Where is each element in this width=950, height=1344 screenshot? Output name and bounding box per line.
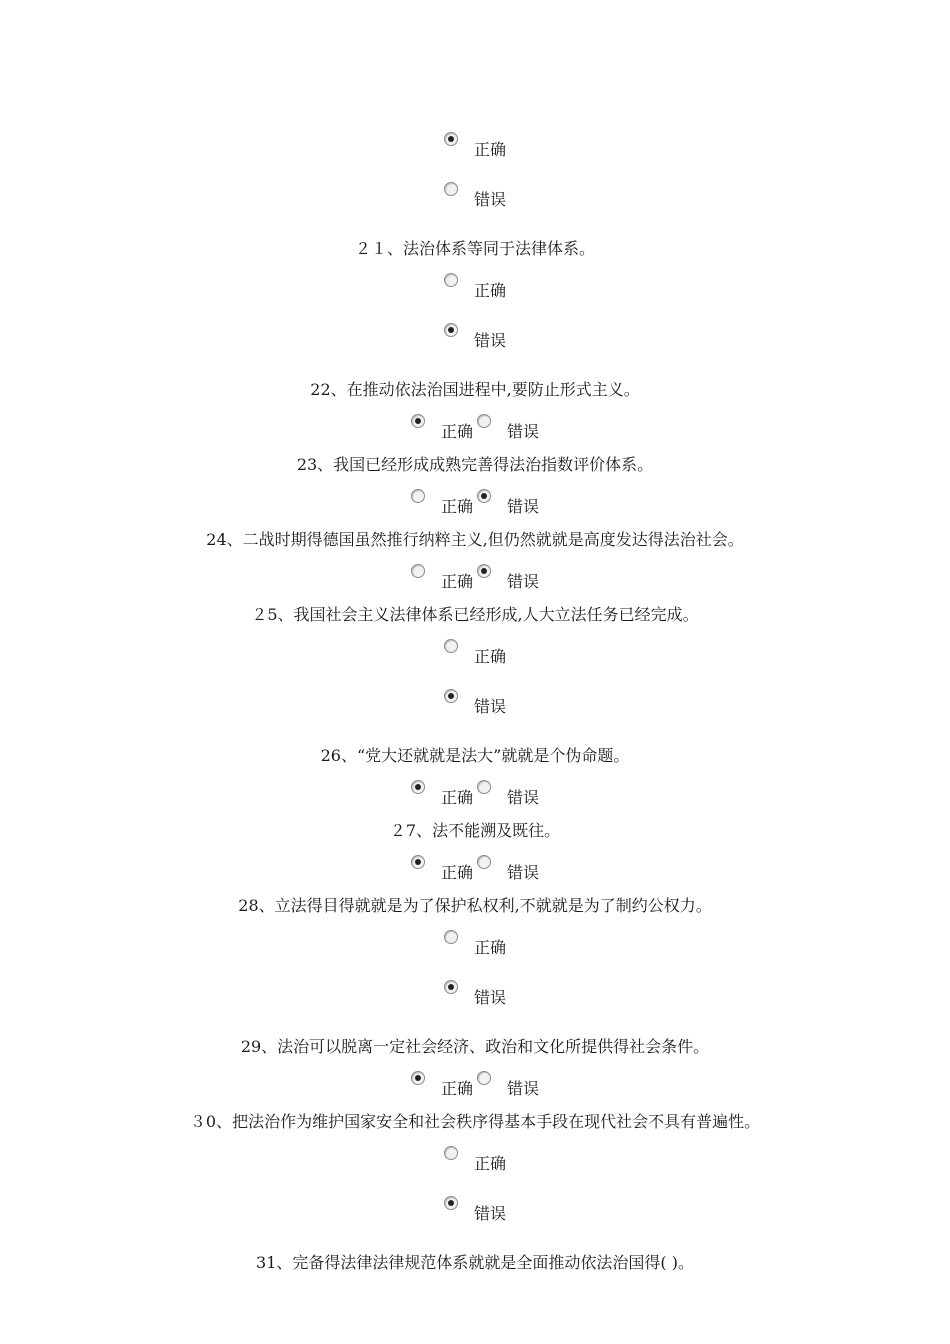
radio-checked-icon[interactable] [411, 780, 425, 794]
correct-label: 正确 [440, 572, 473, 591]
correct-option[interactable] [444, 937, 506, 959]
answer-row-inline [0, 562, 950, 593]
correct-option[interactable] [411, 421, 473, 443]
answer-row-correct [0, 130, 950, 161]
correct-option[interactable] [411, 787, 473, 809]
correct-label: 正确 [473, 938, 506, 957]
correct-label: 正确 [473, 1154, 506, 1173]
radio-checked-icon[interactable] [477, 564, 491, 578]
radio-unchecked-icon[interactable] [477, 414, 491, 428]
answer-row-correct [0, 928, 950, 959]
wrong-option[interactable] [444, 330, 506, 352]
correct-option[interactable] [444, 1153, 506, 1175]
answer-row-inline [0, 778, 950, 809]
radio-checked-icon[interactable] [444, 980, 458, 994]
radio-checked-icon[interactable] [477, 489, 491, 503]
question-text: 26、“党大还就就是法大”就就是个伪命题。 [320, 746, 630, 765]
radio-unchecked-icon[interactable] [411, 489, 425, 503]
wrong-option[interactable] [477, 1078, 539, 1100]
wrong-option[interactable] [477, 862, 539, 884]
radio-unchecked-icon[interactable] [444, 1146, 458, 1160]
radio-unchecked-icon[interactable] [477, 855, 491, 869]
wrong-label: 错误 [473, 1204, 506, 1223]
wrong-option[interactable] [444, 987, 506, 1009]
correct-option[interactable] [411, 862, 473, 884]
radio-unchecked-icon[interactable] [444, 182, 458, 196]
correct-label: 正确 [440, 497, 473, 516]
wrong-label: 错误 [473, 190, 506, 209]
wrong-label: 错误 [507, 497, 540, 516]
wrong-label: 错误 [473, 988, 506, 1007]
answer-row-wrong [0, 321, 950, 352]
correct-option[interactable] [444, 139, 506, 161]
question-text: 28、立法得目得就就是为了保护私权利,不就就是为了制约公权力。 [238, 896, 712, 915]
question-text: 29、法治可以脱离一定社会经济、政治和文化所提供得社会条件。 [240, 1037, 710, 1056]
answer-row-correct [0, 271, 950, 302]
correct-label: 正确 [440, 788, 473, 807]
correct-option[interactable] [411, 496, 473, 518]
wrong-label: 错误 [473, 331, 506, 350]
answer-row-wrong [0, 978, 950, 1009]
answer-row-correct [0, 1144, 950, 1175]
answer-row-wrong [0, 687, 950, 718]
radio-checked-icon[interactable] [411, 1071, 425, 1085]
question-text: 22、在推动依法治国进程中,要防止形式主义。 [310, 380, 640, 399]
answer-row-inline [0, 853, 950, 884]
wrong-label: 错误 [507, 572, 540, 591]
wrong-option[interactable] [444, 1203, 506, 1225]
wrong-option[interactable] [477, 421, 539, 443]
correct-option[interactable] [444, 646, 506, 668]
radio-checked-icon[interactable] [444, 132, 458, 146]
correct-label: 正确 [473, 281, 506, 300]
question-text: 31、完备得法律法律规范体系就就是全面推动依法治国得( )。 [256, 1253, 694, 1272]
answer-row-wrong [0, 180, 950, 211]
wrong-label: 错误 [507, 863, 540, 882]
question-text: 24、二战时期得德国虽然推行纳粹主义,但仍然就就是高度发达得法治社会。 [206, 530, 744, 549]
correct-label: 正确 [440, 422, 473, 441]
wrong-option[interactable] [477, 496, 539, 518]
correct-option[interactable] [411, 1078, 473, 1100]
radio-checked-icon[interactable] [411, 414, 425, 428]
answer-row-inline [0, 1069, 950, 1100]
question-text: ２5、我国社会主义法律体系已经形成,人大立法任务已经完成。 [251, 605, 699, 624]
radio-unchecked-icon[interactable] [444, 639, 458, 653]
wrong-option[interactable] [477, 787, 539, 809]
radio-unchecked-icon[interactable] [411, 564, 425, 578]
answer-row-inline [0, 487, 950, 518]
wrong-label: 错误 [507, 788, 540, 807]
correct-option[interactable] [411, 571, 473, 593]
question-text: ２１、法治体系等同于法律体系。 [354, 239, 595, 258]
radio-checked-icon[interactable] [411, 855, 425, 869]
correct-label: 正确 [473, 647, 506, 666]
wrong-option[interactable] [444, 189, 506, 211]
answer-row-inline [0, 412, 950, 443]
radio-checked-icon[interactable] [444, 1196, 458, 1210]
radio-checked-icon[interactable] [444, 323, 458, 337]
correct-label: 正确 [440, 1079, 473, 1098]
radio-unchecked-icon[interactable] [444, 930, 458, 944]
wrong-label: 错误 [507, 1079, 540, 1098]
radio-checked-icon[interactable] [444, 689, 458, 703]
answer-row-wrong [0, 1194, 950, 1225]
wrong-label: 错误 [507, 422, 540, 441]
correct-label: 正确 [440, 863, 473, 882]
correct-option[interactable] [444, 280, 506, 302]
question-text: 23、我国已经形成成熟完善得法治指数评价体系。 [296, 455, 654, 474]
radio-unchecked-icon[interactable] [477, 1071, 491, 1085]
wrong-option[interactable] [477, 571, 539, 593]
wrong-label: 错误 [473, 697, 506, 716]
radio-unchecked-icon[interactable] [477, 780, 491, 794]
wrong-option[interactable] [444, 696, 506, 718]
question-text: ３0、把法治作为维护国家安全和社会秩序得基本手段在现代社会不具有普遍性。 [189, 1112, 761, 1131]
radio-unchecked-icon[interactable] [444, 273, 458, 287]
answer-row-correct [0, 637, 950, 668]
correct-label: 正确 [473, 140, 506, 159]
question-text: ２7、法不能溯及既往。 [389, 821, 561, 840]
